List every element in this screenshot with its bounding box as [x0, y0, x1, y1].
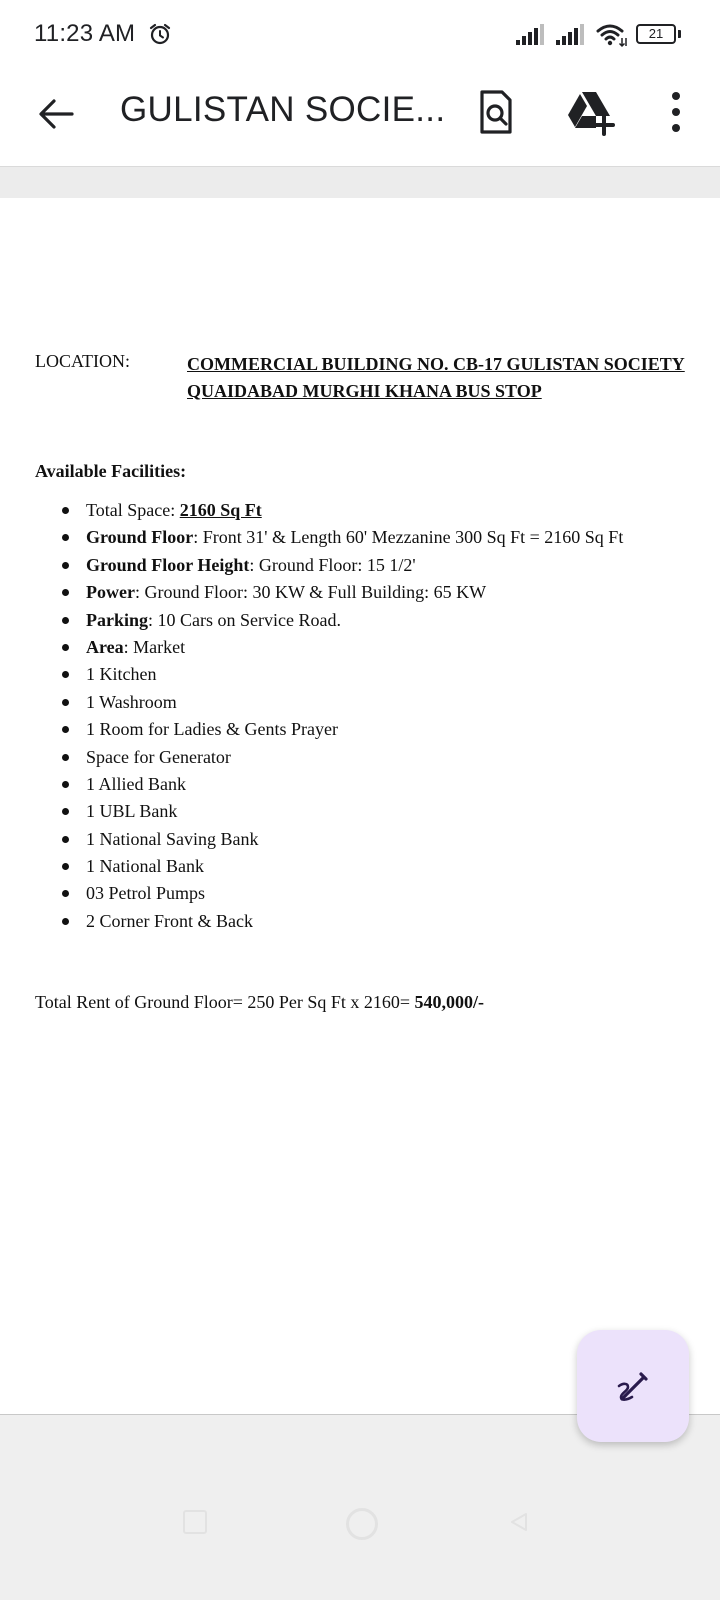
location-label: LOCATION:	[35, 351, 130, 371]
battery-level: 21	[636, 24, 676, 44]
list-item: 2 Corner Front & Back	[60, 909, 623, 936]
edit-button[interactable]	[577, 1330, 689, 1442]
list-item: Parking: 10 Cars on Service Road.	[60, 608, 623, 635]
battery-indicator	[636, 24, 682, 44]
nav-back-icon[interactable]	[510, 1512, 530, 1532]
more-vert-icon[interactable]	[658, 88, 694, 136]
nav-recents-button[interactable]	[183, 1510, 207, 1534]
nav-home-button[interactable]	[346, 1508, 378, 1540]
battery-tip	[678, 30, 681, 38]
list-item: Area: Market	[60, 635, 623, 662]
list-item: Space for Generator	[60, 745, 623, 772]
back-button[interactable]	[34, 92, 78, 136]
list-item: 1 Room for Ladies & Gents Prayer	[60, 717, 623, 744]
add-to-drive-icon[interactable]	[566, 88, 616, 136]
rent-text: Total Rent of Ground Floor= 250 Per Sq Ft x 2160=	[35, 992, 415, 1012]
list-item: 1 Washroom	[60, 690, 623, 717]
signal-strength-icon	[516, 24, 550, 46]
list-item: 1 Allied Bank	[60, 772, 623, 799]
document-page[interactable]	[0, 198, 720, 1414]
list-item: Ground Floor: Front 31' & Length 60' Mezzanine 300 Sq Ft = 2160 Sq Ft	[60, 525, 623, 552]
list-item: 1 National Saving Bank	[60, 827, 623, 854]
total-rent	[35, 992, 484, 1013]
list-item: Power: Ground Floor: 30 KW & Full Building: 65 KW	[60, 580, 623, 607]
document-title: GULISTAN SOCIE...	[120, 90, 446, 129]
list-item: 1 UBL Bank	[60, 799, 623, 826]
page-gap-top	[0, 166, 720, 198]
search-document-icon[interactable]	[476, 88, 516, 136]
list-item: Ground Floor Height: Ground Floor: 15 1/2'	[60, 553, 623, 580]
app-bar	[0, 70, 720, 166]
status-bar	[0, 0, 720, 70]
wifi-icon	[596, 22, 628, 48]
facilities-list	[60, 498, 623, 936]
list-item: 03 Petrol Pumps	[60, 881, 623, 908]
list-item: 1 National Bank	[60, 854, 623, 881]
list-item: 1 Kitchen	[60, 662, 623, 689]
edit-pen-icon	[613, 1366, 653, 1406]
list-item: Total Space: 2160 Sq Ft	[60, 498, 623, 525]
alarm-icon	[148, 22, 172, 46]
rent-value: 540,000/-	[414, 992, 485, 1012]
signal-strength-icon-2	[556, 24, 590, 46]
location-value: COMMERCIAL BUILDING NO. CB-17 GULISTAN SOCIETY QUAIDABAD MURGHI KHANA BUS STOP	[187, 354, 685, 401]
status-time: 11:23 AM	[34, 20, 136, 47]
facilities-heading: Available Facilities:	[35, 461, 187, 481]
